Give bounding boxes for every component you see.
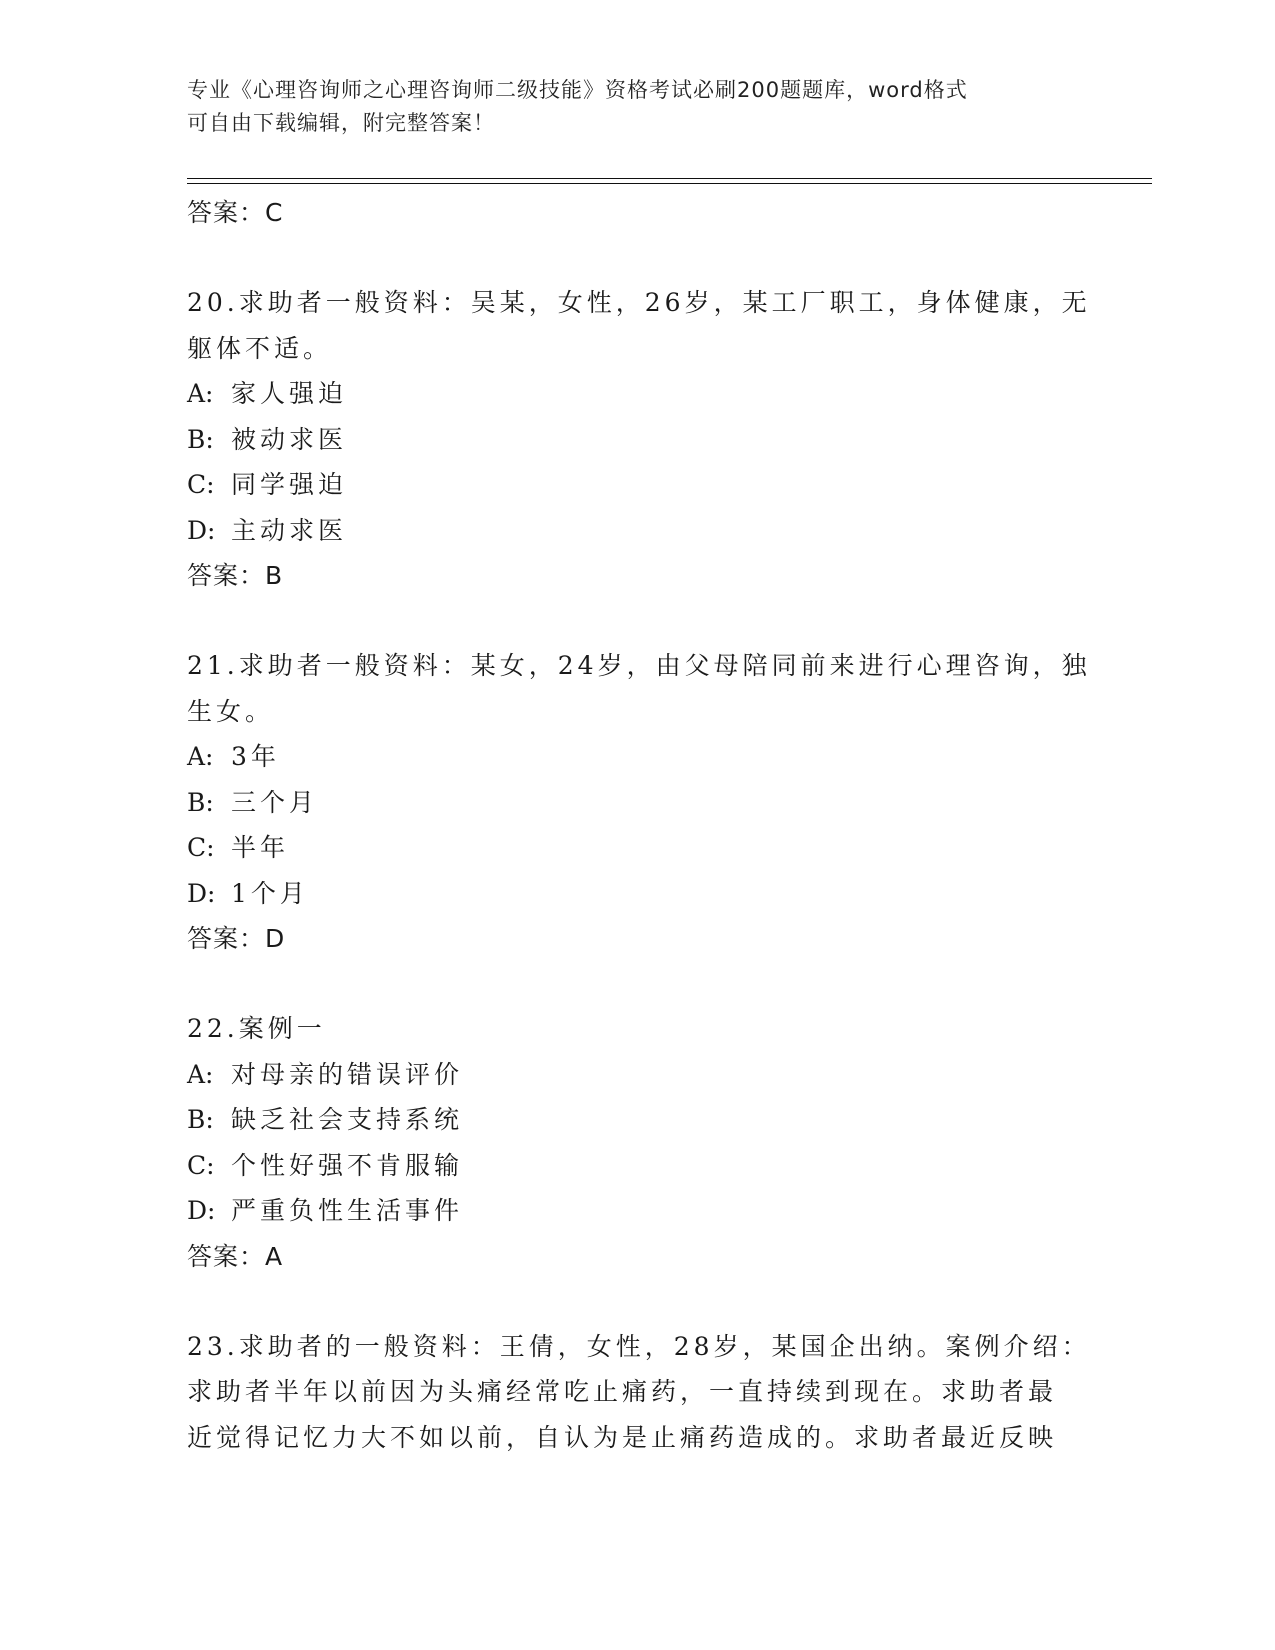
question-23-line-2: 求助者半年以前因为头痛经常吃止痛药，一直持续到现在。求助者最 bbox=[187, 1377, 1058, 1406]
question-list bbox=[187, 190, 1091, 1460]
header-divider-top bbox=[187, 178, 1152, 179]
question-20-option-d: D: 主动求医 bbox=[187, 515, 348, 545]
header-line-2: 可自由下载编辑，附完整答案！ bbox=[187, 111, 495, 135]
question-22-option-c: C: 个性好强不肯服输 bbox=[187, 1150, 464, 1180]
question-21-option-d: D: 1个月 bbox=[187, 878, 309, 908]
question-21-line-1: 21.求助者一般资料：某女，24岁，由父母陪同前来进行心理咨询，独 bbox=[187, 651, 1091, 680]
question-22-option-a: A: 对母亲的错误评价 bbox=[187, 1059, 464, 1089]
question-20-option-c: C: 同学强迫 bbox=[187, 470, 348, 499]
question-23-line-1: 23.求助者的一般资料：王倩，女性，28岁，某国企出纳。案例介绍： bbox=[187, 1331, 1091, 1361]
header-line-1: 专业《心理咨询师之心理咨询师二级技能》资格考试必刷200题题库，word格式 bbox=[187, 78, 968, 102]
question-21-option-a: A: 3年 bbox=[187, 742, 280, 771]
question-23-line-3: 近觉得记忆力大不如以前，自认为是止痛药造成的。求助者最近反映 bbox=[187, 1422, 1058, 1452]
question-22-answer: 答案：A bbox=[187, 1241, 284, 1271]
question-23 bbox=[187, 1324, 1091, 1461]
question-21-option-c: C: 半年 bbox=[187, 833, 290, 862]
question-20-answer: 答案：B bbox=[187, 561, 284, 590]
question-20-option-a: A: 家人强迫 bbox=[187, 379, 348, 408]
question-22-line-1: 22.案例一 bbox=[187, 1014, 326, 1043]
previous-answer: 答案：C bbox=[187, 198, 284, 227]
question-20-option-b: B: 被动求医 bbox=[187, 424, 348, 454]
question-21-option-b: B: 三个月 bbox=[187, 787, 319, 817]
question-22-option-d: D: 严重负性生活事件 bbox=[187, 1196, 464, 1225]
question-21 bbox=[187, 643, 1091, 962]
question-20 bbox=[187, 280, 1091, 599]
question-22-option-b: B: 缺乏社会支持系统 bbox=[187, 1105, 464, 1134]
question-21-answer: 答案：D bbox=[187, 924, 286, 953]
question-20-line-1: 20.求助者一般资料：吴某，女性，26岁，某工厂职工，身体健康，无 bbox=[187, 288, 1091, 317]
document-header bbox=[187, 74, 1087, 140]
question-21-line-2: 生女。 bbox=[187, 696, 275, 726]
question-20-line-2: 躯体不适。 bbox=[187, 333, 333, 363]
header-divider-bottom bbox=[187, 183, 1152, 184]
question-22 bbox=[187, 1006, 1087, 1280]
